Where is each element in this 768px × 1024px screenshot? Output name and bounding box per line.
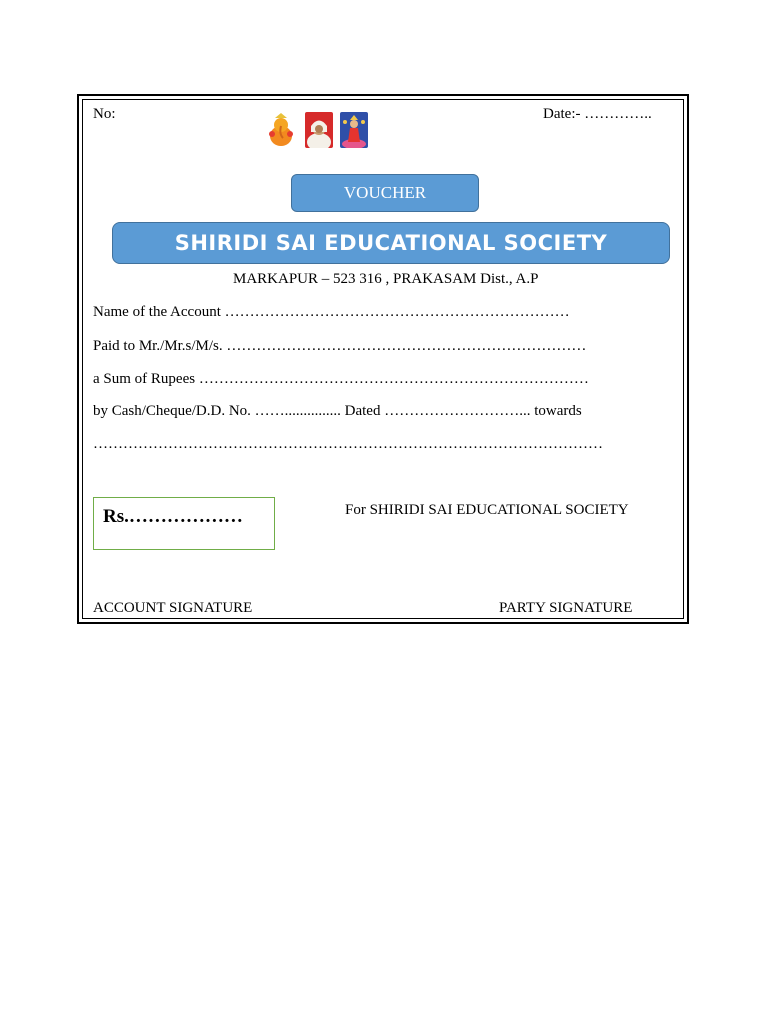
- sum-rupees-field[interactable]: a Sum of Rupees ……………………………………………………………………: [93, 371, 589, 387]
- for-society-text: For SHIRIDI SAI EDUCATIONAL SOCIETY: [345, 502, 629, 518]
- amount-label: Rs.………………: [103, 506, 243, 527]
- towards-line-field[interactable]: …………………………………………………………………………………………: [93, 436, 603, 452]
- paid-to-field[interactable]: Paid to Mr./Mr.s/M/s. ………………………………………………………………: [93, 338, 587, 354]
- voucher-number-label: No:: [93, 106, 116, 122]
- payment-mode-field[interactable]: by Cash/Cheque/D.D. No. ……............... Dated ………………………... towards: [93, 403, 582, 419]
- account-signature-label: ACCOUNT SIGNATURE: [93, 600, 253, 616]
- amount-box[interactable]: [93, 497, 275, 550]
- date-label: Date:- …………..: [543, 106, 652, 122]
- party-signature-label: PARTY SIGNATURE: [499, 600, 633, 616]
- lakshmi-icon: [340, 112, 368, 148]
- society-name-banner: SHIRIDI SAI EDUCATIONAL SOCIETY: [112, 222, 670, 264]
- ganesha-icon: [267, 112, 295, 148]
- society-address: MARKAPUR – 523 316 , PRAKASAM Dist., A.P: [233, 271, 539, 287]
- voucher-title-badge: VOUCHER: [291, 174, 479, 212]
- account-name-field[interactable]: Name of the Account ……………………………………………………………: [93, 304, 570, 320]
- sai-baba-icon: [305, 112, 333, 148]
- voucher-inner-border: [82, 99, 684, 619]
- voucher-form: [77, 94, 689, 624]
